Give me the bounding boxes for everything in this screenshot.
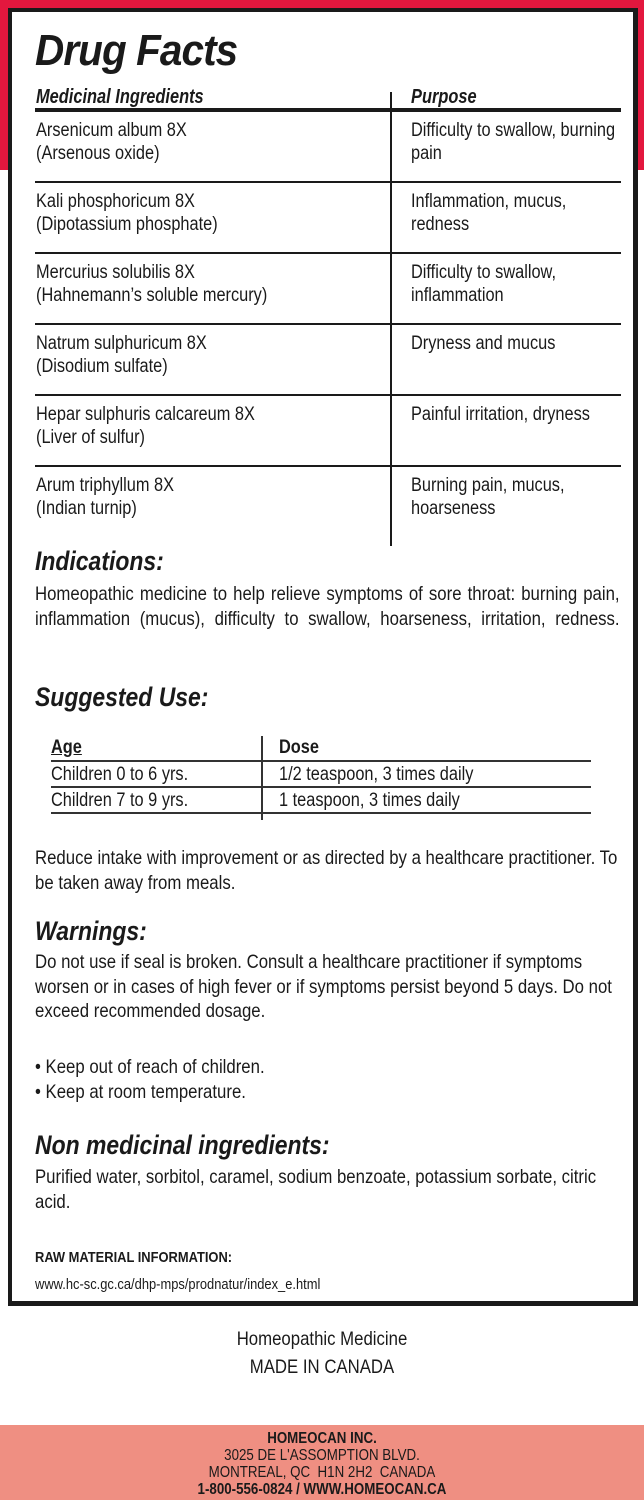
header-purpose: Purpose [411, 86, 477, 108]
age-cell: Children 7 to 9 yrs. [51, 790, 189, 811]
ingredient-name: Kali phosphoricum 8X [36, 191, 195, 212]
table-row [35, 112, 621, 183]
contact-line: 1-800-556-0824 / WWW.HOMEOCAN.CA [197, 1481, 447, 1498]
table-row [35, 396, 621, 467]
ingredients-table [35, 82, 621, 538]
suggested-use-note [35, 846, 621, 895]
ingredient-name: Natrum sulphuricum 8X [36, 333, 207, 354]
table-row [35, 325, 621, 396]
table-row [51, 788, 591, 814]
ingredient-purpose: Inflammation, mucus, redness [411, 191, 567, 235]
indications-body: Homeopathic medicine to help relieve symptoms of sore throat: burning pain, inflammation (mucus), difficulty to swallow, hoarseness, irritation, redness. [35, 583, 620, 630]
ingredient-name: Arum triphyllum 8X [36, 475, 175, 496]
ingredient-purpose: Painful irritation, dryness [411, 404, 590, 425]
ingredient-purpose: Burning pain, mucus, hoarseness [411, 475, 565, 519]
manufacturer-footer [0, 1425, 644, 1500]
ingredient-name: Arsenicum album 8X [36, 120, 187, 141]
ingredient-purpose: Difficulty to swallow, inflammation [411, 262, 557, 306]
suggested-use-note-text: Reduce intake with improvement or as directed by a healthcare practitioner. To be taken away from meals. [35, 847, 618, 894]
header-age: Age [51, 737, 82, 758]
dose-cell: 1/2 teaspoon, 3 times daily [279, 764, 474, 785]
address-line-1: 3025 DE L'ASSOMPTION BLVD. [224, 1447, 420, 1464]
ingredient-name: Mercurius solubilis 8X [36, 262, 195, 283]
suggested-use-heading: Suggested Use: [35, 682, 209, 712]
warnings-body: Do not use if seal is broken. Consult a healthcare practitioner if symptoms worsen or in cases of high fever or if symptoms persist beyond 5 days. Do not exceed recommended dosage. [35, 951, 612, 1022]
ingredients-table-header [35, 82, 621, 112]
non-medicinal-body: Purified water, sorbitol, caramel, sodium benzoate, potassium sorbate, citric acid. [35, 1166, 597, 1213]
page-title: Drug Facts [35, 26, 238, 75]
dose-cell: 1 teaspoon, 3 times daily [279, 790, 460, 811]
ingredient-common-name: (Liver of sulfur) [36, 427, 145, 448]
ingredient-common-name: (Arsenous oxide) [36, 143, 160, 164]
indications-heading: Indications: [35, 546, 164, 576]
non-medicinal-heading: Non medicinal ingredients: [35, 1130, 330, 1160]
header-dose: Dose [279, 737, 319, 758]
ingredient-common-name: (Dipotassium phosphate) [36, 214, 218, 235]
ingredient-common-name: (Disodium sulfate) [36, 356, 168, 377]
age-cell: Children 0 to 6 yrs. [51, 764, 189, 785]
product-origin [0, 1325, 644, 1381]
dosage-table [51, 736, 591, 814]
ingredient-purpose: Difficulty to swallow, burning pain [411, 120, 616, 164]
list-item: • Keep at room temperature. [35, 1080, 246, 1103]
ingredient-purpose: Dryness and mucus [411, 333, 556, 354]
company-name: HOMEOCAN INC. [267, 1430, 377, 1447]
raw-material-url: www.hc-sc.gc.ca/dhp-mps/prodnatur/index_e.html [35, 1276, 321, 1293]
table-row [35, 254, 621, 325]
list-item: • Keep out of reach of children. [35, 1056, 265, 1078]
non-medicinal-text [35, 1165, 621, 1214]
table-row [35, 467, 621, 538]
header-medicinal-ingredients: Medicinal Ingredients [36, 86, 204, 108]
warnings-bullets [35, 1055, 302, 1104]
product-type: Homeopathic Medicine [236, 1328, 408, 1350]
made-in: MADE IN CANADA [249, 1356, 395, 1378]
ingredient-common-name: (Indian turnip) [36, 498, 137, 519]
raw-material-heading: RAW MATERIAL INFORMATION: [35, 1249, 233, 1266]
table-row [51, 762, 591, 788]
dosage-table-header [51, 736, 591, 762]
ingredient-common-name: (Hahnemann’s soluble mercury) [36, 285, 268, 306]
warnings-heading: Warnings: [35, 916, 147, 946]
indications-text [35, 582, 621, 631]
drug-facts-panel [8, 8, 638, 1306]
warnings-text [35, 950, 621, 1024]
ingredient-name: Hepar sulphuris calcareum 8X [36, 404, 255, 425]
address-line-2: MONTREAL, QC H1N 2H2 CANADA [208, 1464, 436, 1481]
table-row [35, 183, 621, 254]
